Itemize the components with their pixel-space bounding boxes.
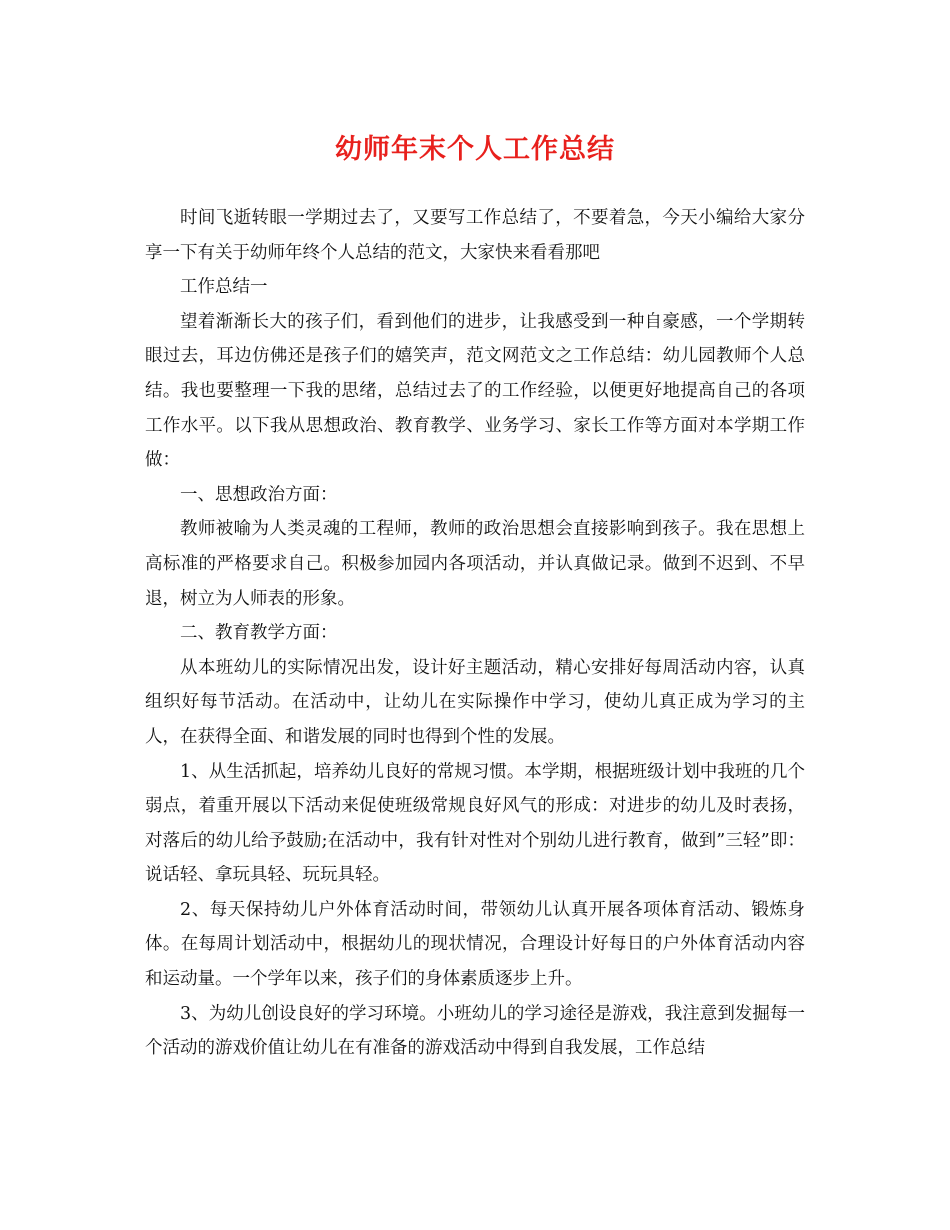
paragraph-item-1: 1、从生活抓起，培养幼儿良好的常规习惯。本学期，根据班级计划中我班的几个弱点，着重开展以下活动来促使班级常规良好风气的形成：对进步的幼儿及时表扬，对落后的幼儿给予鼓励;在活动中，我有针对性对个别幼儿进行教育，做到”三轻”即：说话轻、拿玩具轻、玩玩具轻。 [145, 761, 805, 886]
paragraph-intro: 时间飞逝转眼一学期过去了，又要写工作总结了，不要着急，今天小编给大家分享一下有关于幼师年终个人总结的范文，大家快来看看那吧 [145, 208, 805, 263]
section-heading-politics: 一、思想政治方面： [180, 484, 338, 505]
paragraph-politics: 教师被喻为人类灵魂的工程师，教师的政治思想会直接影响到孩子。我在思想上高标准的严格要求自己。积极参加园内各项活动，并认真做记录。做到不迟到、不早退，树立为人师表的形象。 [145, 519, 805, 609]
document-body [145, 201, 805, 1066]
paragraph-overview: 望着渐渐长大的孩子们，看到他们的进步，让我感受到一种自豪感，一个学期转眼过去，耳边仿佛还是孩子们的嬉笑声，范文网范文之工作总结：幼儿园教师个人总结。我也要整理一下我的思绪，总结过去了的工作经验，以便更好地提高自己的各项工作水平。以下我从思想政治、教育教学、业务学习、家长工作等方面对本学期工作做： [145, 311, 805, 471]
document-title: 幼师年末个人工作总结 [335, 134, 615, 165]
section-heading-teaching: 二、教育教学方面： [180, 623, 338, 644]
section-heading-summary-one: 工作总结一 [180, 277, 268, 298]
paragraph-item-3: 3、为幼儿创设良好的学习环境。小班幼儿的学习途径是游戏，我注意到发掘每一个活动的游戏价值让幼儿在有准备的游戏活动中得到自我发展，工作总结 [145, 1003, 805, 1059]
paragraph-item-2: 2、每天保持幼儿户外体育活动时间，带领幼儿认真开展各项体育活动、锻炼身体。在每周计划活动中，根据幼儿的现状情况，合理设计好每日的户外体育活动内容和运动量。一个学年以来，孩子们的身体素质逐步上升。 [145, 899, 805, 990]
paragraph-teaching: 从本班幼儿的实际情况出发，设计好主题活动，精心安排好每周活动内容，认真组织好每节活动。在活动中，让幼儿在实际操作中学习，使幼儿真正成为学习的主人，在获得全面、和谐发展的同时也得到个性的发展。 [145, 657, 805, 747]
